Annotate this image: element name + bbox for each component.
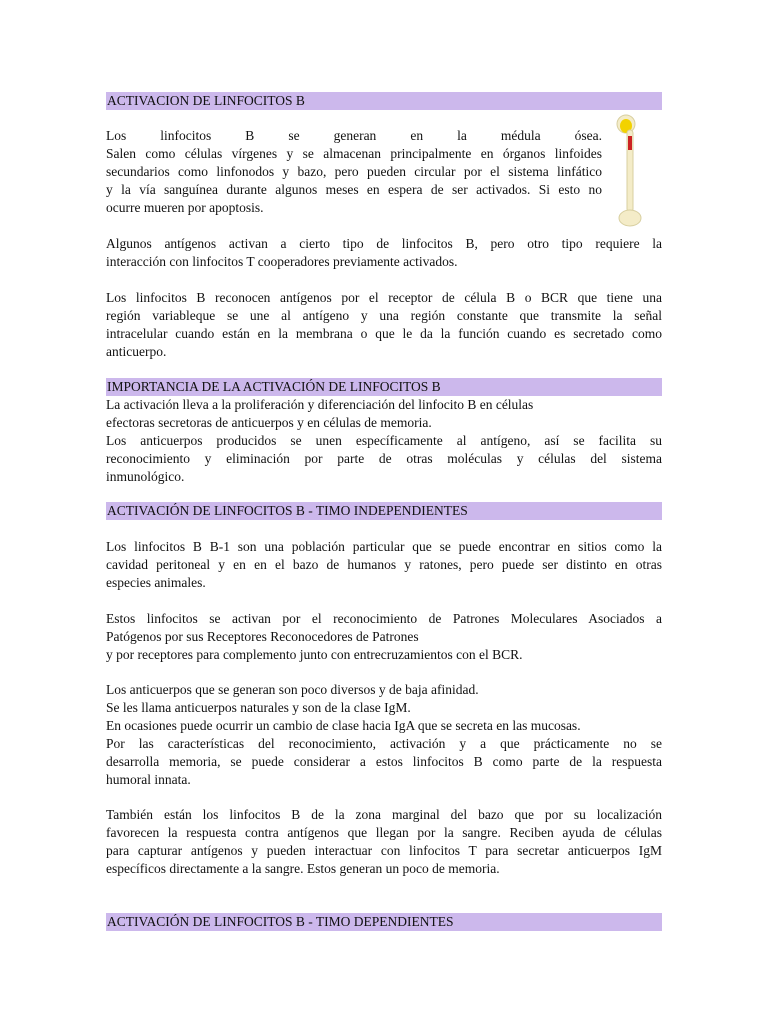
text-line: Los anticuerpos que se generan son poco diversos y de baja afinidad. <box>106 682 479 697</box>
text-line: reconocimiento y eliminación por parte de otras moléculas y células del sistema <box>106 451 662 466</box>
text-line: secundarios como linfonodos y bazo, pero pueden circular por el sistema linfático <box>106 164 602 179</box>
text-line: efectoras secretoras de anticuerpos y en células de memoria. <box>106 415 432 430</box>
paragraph <box>106 610 662 664</box>
text-line: Los linfocitos B se generan en la médula ósea. <box>106 128 602 143</box>
text-line: Patógenos por sus Receptores Reconocedores de Patrones <box>106 629 419 644</box>
text-line: La activación lleva a la proliferación y diferenciación del linfocito B en células <box>106 397 534 412</box>
paragraph <box>106 235 662 271</box>
text-line: desarrolla memoria, se puede considerar a estos linfocitos B como parte de la respuesta <box>106 754 662 769</box>
section-heading-timo-independientes: ACTIVACIÓN DE LINFOCITOS B - TIMO INDEPENDIENTES <box>106 502 662 520</box>
bone-marrow-icon <box>612 114 648 228</box>
section-heading-timo-dependientes: ACTIVACIÓN DE LINFOCITOS B - TIMO DEPENDIENTES <box>106 913 662 931</box>
text-line: Algunos antígenos activan a cierto tipo de linfocitos B, pero otro tipo requiere la <box>106 236 662 251</box>
text-line: Salen como células vírgenes y se almacenan principalmente en órganos linfoides <box>106 146 602 161</box>
text-line: Se les llama anticuerpos naturales y son de la clase IgM. <box>106 700 411 715</box>
text-line: También están los linfocitos B de la zona marginal del bazo que por su localización <box>106 807 662 822</box>
text-line: Los anticuerpos producidos se unen específicamente al antígeno, así se facilita su <box>106 433 662 448</box>
text-line: En ocasiones puede ocurrir un cambio de clase hacia IgA que se secreta en las mucosas. <box>106 718 581 733</box>
text-line: favorecen la respuesta contra antígenos que llegan por la sangre. Reciben ayuda de células <box>106 825 662 840</box>
text-line: especies animales. <box>106 575 206 590</box>
text-line: Por las características del reconocimiento, activación y a que prácticamente no se <box>106 736 662 751</box>
text-line: interacción con linfocitos T cooperadores previamente activados. <box>106 254 458 269</box>
text-line: ocurre mueren por apoptosis. <box>106 200 264 215</box>
paragraph <box>106 289 662 361</box>
section-heading-importancia: IMPORTANCIA DE LA ACTIVACIÓN DE LINFOCITOS B <box>106 378 662 396</box>
section-heading-activacion: ACTIVACION DE LINFOCITOS B <box>106 92 662 110</box>
text-line: cavidad peritoneal y en en el bazo de humanos y ratones, pero puede ser distinto en otras <box>106 557 662 572</box>
paragraph <box>106 681 662 789</box>
text-line: Los linfocitos B B-1 son una población particular que se puede encontrar en sitios como la <box>106 539 662 554</box>
text-line: y la vía sanguínea durante algunos meses en espera de ser activados. Si esto no <box>106 182 602 197</box>
text-line: región variableque se une al antígeno y una región constante que transmite la señal <box>106 308 662 323</box>
text-line: humoral innata. <box>106 772 191 787</box>
text-line: intracelular cuando están en la membrana o que le da la función cuando es secretado como <box>106 326 662 341</box>
paragraph <box>106 396 662 486</box>
paragraph <box>106 806 662 878</box>
text-line: y por receptores para complemento junto con entrecruzamientos con el BCR. <box>106 647 523 662</box>
paragraph <box>106 538 662 592</box>
text-line: específicos directamente a la sangre. Estos generan un poco de memoria. <box>106 861 500 876</box>
text-line: inmunológico. <box>106 469 185 484</box>
text-line: para capturar antígenos y pueden interactuar con linfocitos T para secretar anticuerpos IgM <box>106 843 662 858</box>
paragraph <box>106 127 602 217</box>
text-line: anticuerpo. <box>106 344 167 359</box>
text-line: Estos linfocitos se activan por el reconocimiento de Patrones Moleculares Asociados a <box>106 611 662 626</box>
text-line: Los linfocitos B reconocen antígenos por el receptor de célula B o BCR que tiene una <box>106 290 662 305</box>
